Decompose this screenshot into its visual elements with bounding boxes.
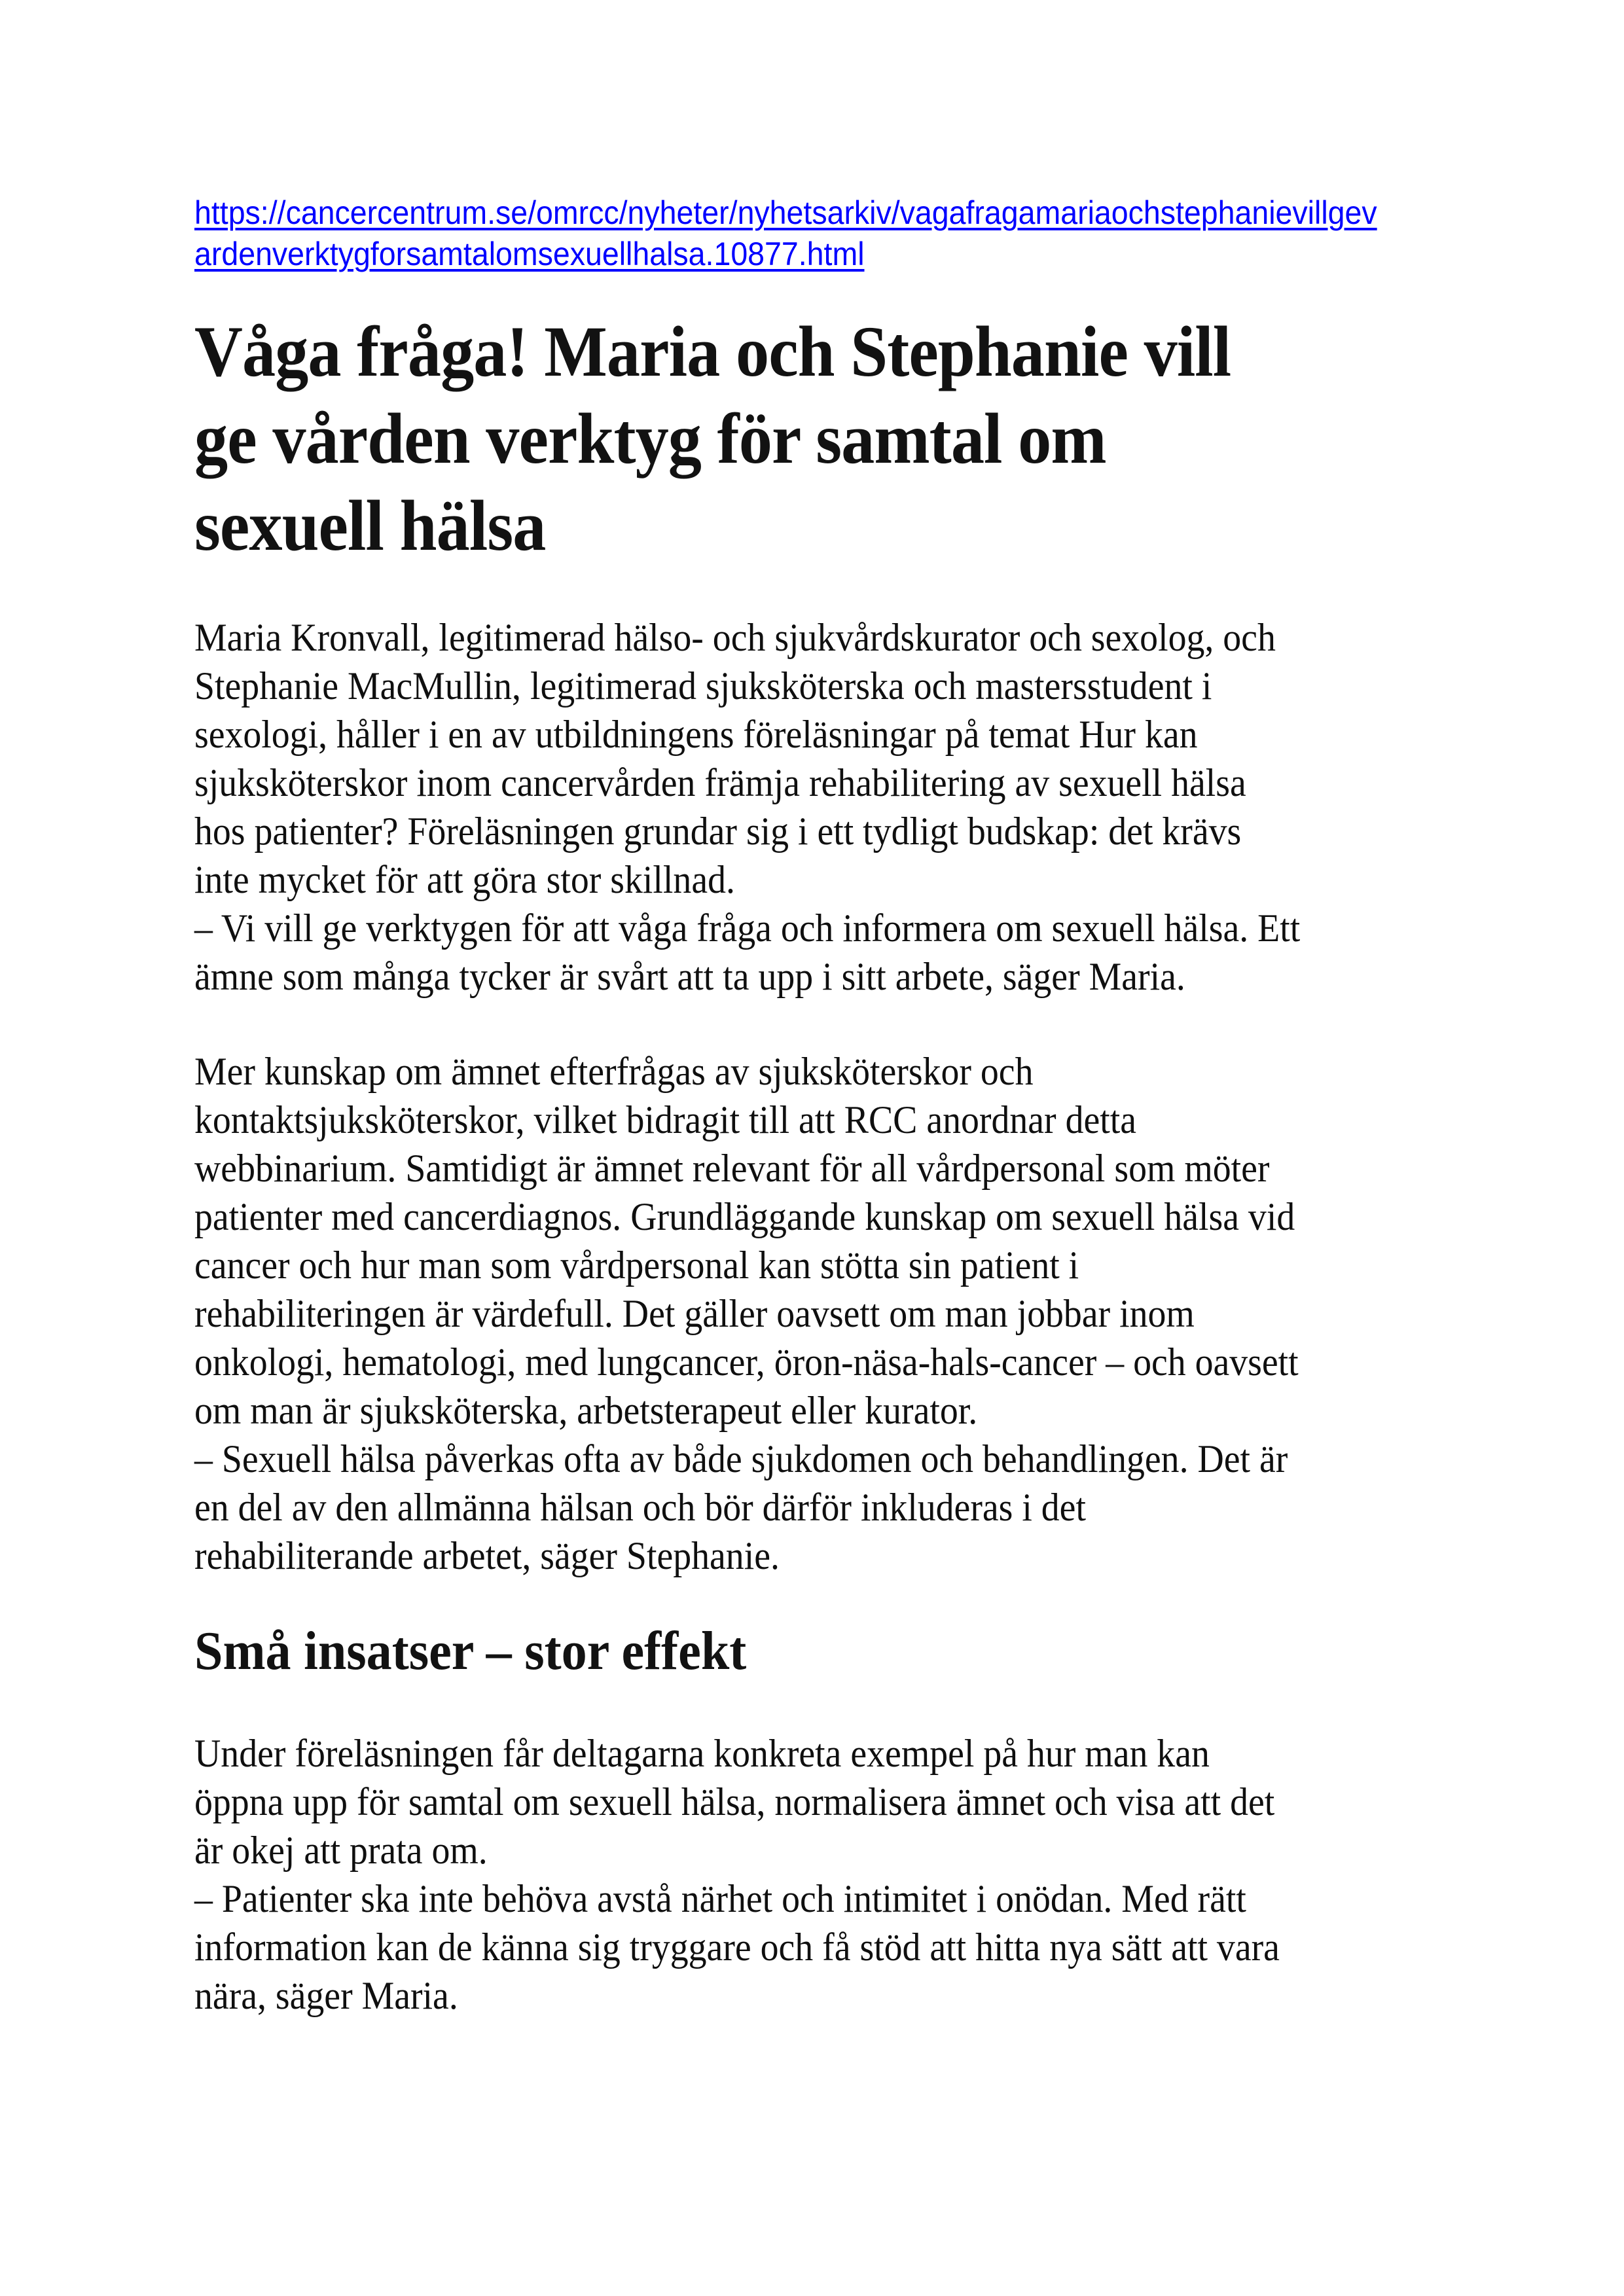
text-line: rehabiliterande arbetet, säger Stephanie.: [194, 1534, 780, 1577]
text-line: Mer kunskap om ämnet efterfrågas av sjuksköterskor och: [194, 1050, 1034, 1093]
text-line: ardenverktygforsamtalomsexuellhalsa.10877.html: [194, 236, 865, 272]
text-line: en del av den allmänna hälsan och bör därför inkluderas i det: [194, 1486, 1086, 1529]
text-line: rehabiliteringen är värdefull. Det gäller oavsett om man jobbar inom: [194, 1292, 1195, 1335]
text-line: Stephanie MacMullin, legitimerad sjuksköterska och mastersstudent i: [194, 664, 1212, 708]
article-title: [194, 308, 1365, 569]
text-line: hos patienter? Föreläsningen grundar sig i ett tydligt budskap: det krävs: [194, 810, 1242, 853]
text-line: är okej att prata om.: [194, 1829, 488, 1872]
text-line: ge vården verktyg för samtal om: [194, 399, 1106, 478]
text-line: sexuell hälsa: [194, 486, 546, 565]
text-line: Maria Kronvall, legitimerad hälso- och sjukvårdskurator och sexolog, och: [194, 616, 1276, 659]
text-line: kontaktsjuksköterskor, vilket bidragit till att RCC anordnar detta: [194, 1098, 1137, 1141]
text-line: onkologi, hematologi, med lungcancer, öron-näsa-hals-cancer – och oavsett: [194, 1340, 1299, 1384]
text-line: nära, säger Maria.: [194, 1974, 458, 2017]
text-line: webbinarium. Samtidigt är ämnet relevant för all vårdpersonal som möter: [194, 1147, 1270, 1190]
text-line: sexologi, håller i en av utbildningens föreläsningar på temat Hur kan: [194, 713, 1198, 756]
article-url-link[interactable]: [194, 192, 1377, 275]
text-line: Våga fråga! Maria och Stephanie vill: [194, 312, 1231, 391]
section-heading: Små insatser – stor effekt: [194, 1621, 747, 1681]
text-line: ämne som många tycker är svårt att ta upp i sitt arbete, säger Maria.: [194, 955, 1185, 998]
text-line: information kan de känna sig tryggare och få stöd att hitta nya sätt att vara: [194, 1926, 1280, 1969]
text-line: patienter med cancerdiagnos. Grundläggande kunskap om sexuell hälsa vid: [194, 1195, 1295, 1238]
text-line: https://cancercentrum.se/omrcc/nyheter/nyhetsarkiv/vagafragamariaochstephanievillgev: [194, 194, 1377, 231]
closing-paragraph: [194, 1729, 1365, 2020]
text-line: – Vi vill ge verktygen för att våga fråga och informera om sexuell hälsa. Ett: [194, 906, 1301, 950]
intro-paragraph: [194, 613, 1365, 1001]
text-line: inte mycket för att göra stor skillnad.: [194, 858, 735, 901]
text-line: – Sexuell hälsa påverkas ofta av både sjukdomen och behandlingen. Det är: [194, 1437, 1288, 1480]
text-line: cancer och hur man som vårdpersonal kan stötta sin patient i: [194, 1244, 1079, 1287]
text-line: sjuksköterskor inom cancervården främja rehabilitering av sexuell hälsa: [194, 761, 1246, 804]
text-line: – Patienter ska inte behöva avstå närhet och intimitet i onödan. Med rätt: [194, 1877, 1246, 1920]
text-line: om man är sjuksköterska, arbetsterapeut eller kurator.: [194, 1389, 978, 1432]
body-paragraph: [194, 1047, 1365, 1580]
text-line: Under föreläsningen får deltagarna konkreta exempel på hur man kan: [194, 1732, 1210, 1775]
text-line: öppna upp för samtal om sexuell hälsa, normalisera ämnet och visa att det: [194, 1780, 1275, 1823]
